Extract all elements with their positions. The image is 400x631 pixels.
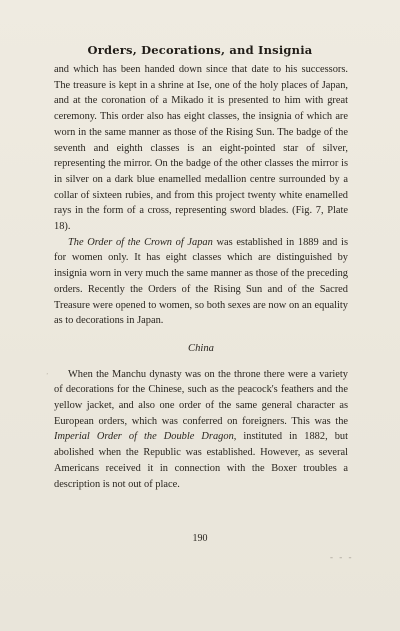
paragraph-continued: and which has been handed down since that date to his successors. The treasure is kept in a shrine at Ise, one of the holy places of Japan, and at the coronation of a Mikado it is presented to him with great ceremony. This order also has eight classes, the insignia of which are worn in the same manner as those of the Rising Sun. The badge of the seventh and eighth classes is an eight-pointed star of silver, representing the mirror. On the badge of the other classes the mirror is in silver on a dark blue enamelled medallion centre surrounded by a collar of sixteen rubies, and from this project twenty white enamelled rays in the form of a cross, representing sword blades. (Fig. 7, Plate 18). [54,64,348,233]
paragraph-china-text-before: When the Manchu dynasty was on the throne there were a variety of decorations for the Chinese, such as the peacock's feathers and the yellow jacket, and also one order of the same general character as European orders, which was conferred on foreigners. This was the [54,368,348,427]
body-text [54,62,348,492]
margin-speck: ’ [46,372,49,380]
running-head: Orders, Decorations, and Insignia [87,43,313,57]
margin-dashes: - - - [330,552,354,562]
paragraph-china-text-after: , instituted in 1882, but abolished when the Republic was established. However, as several Americans received it in connection with the Boxer troubles a description is not out of place. [54,431,348,490]
order-title-double-dragon: Imperial Order of the Double Dragon [54,431,234,443]
paragraph-crown-of-japan-text: was established in 1889 and is for women only. It has eight classes which are distinguished by insignia worn in very much the same manner as those of the preceding orders. Recently the Orders of the Rising Sun and of the Sacred Treasure were opened to women, so both sexes are now on an equality as to decorations in Japan. [54,236,348,327]
paragraph-china [54,367,348,493]
section-heading-china: China [188,342,214,354]
page-number: 190 [192,533,208,544]
order-title-crown-of-japan: The Order of the Crown of Japan [68,236,213,248]
paragraph-crown-of-japan [54,235,348,329]
